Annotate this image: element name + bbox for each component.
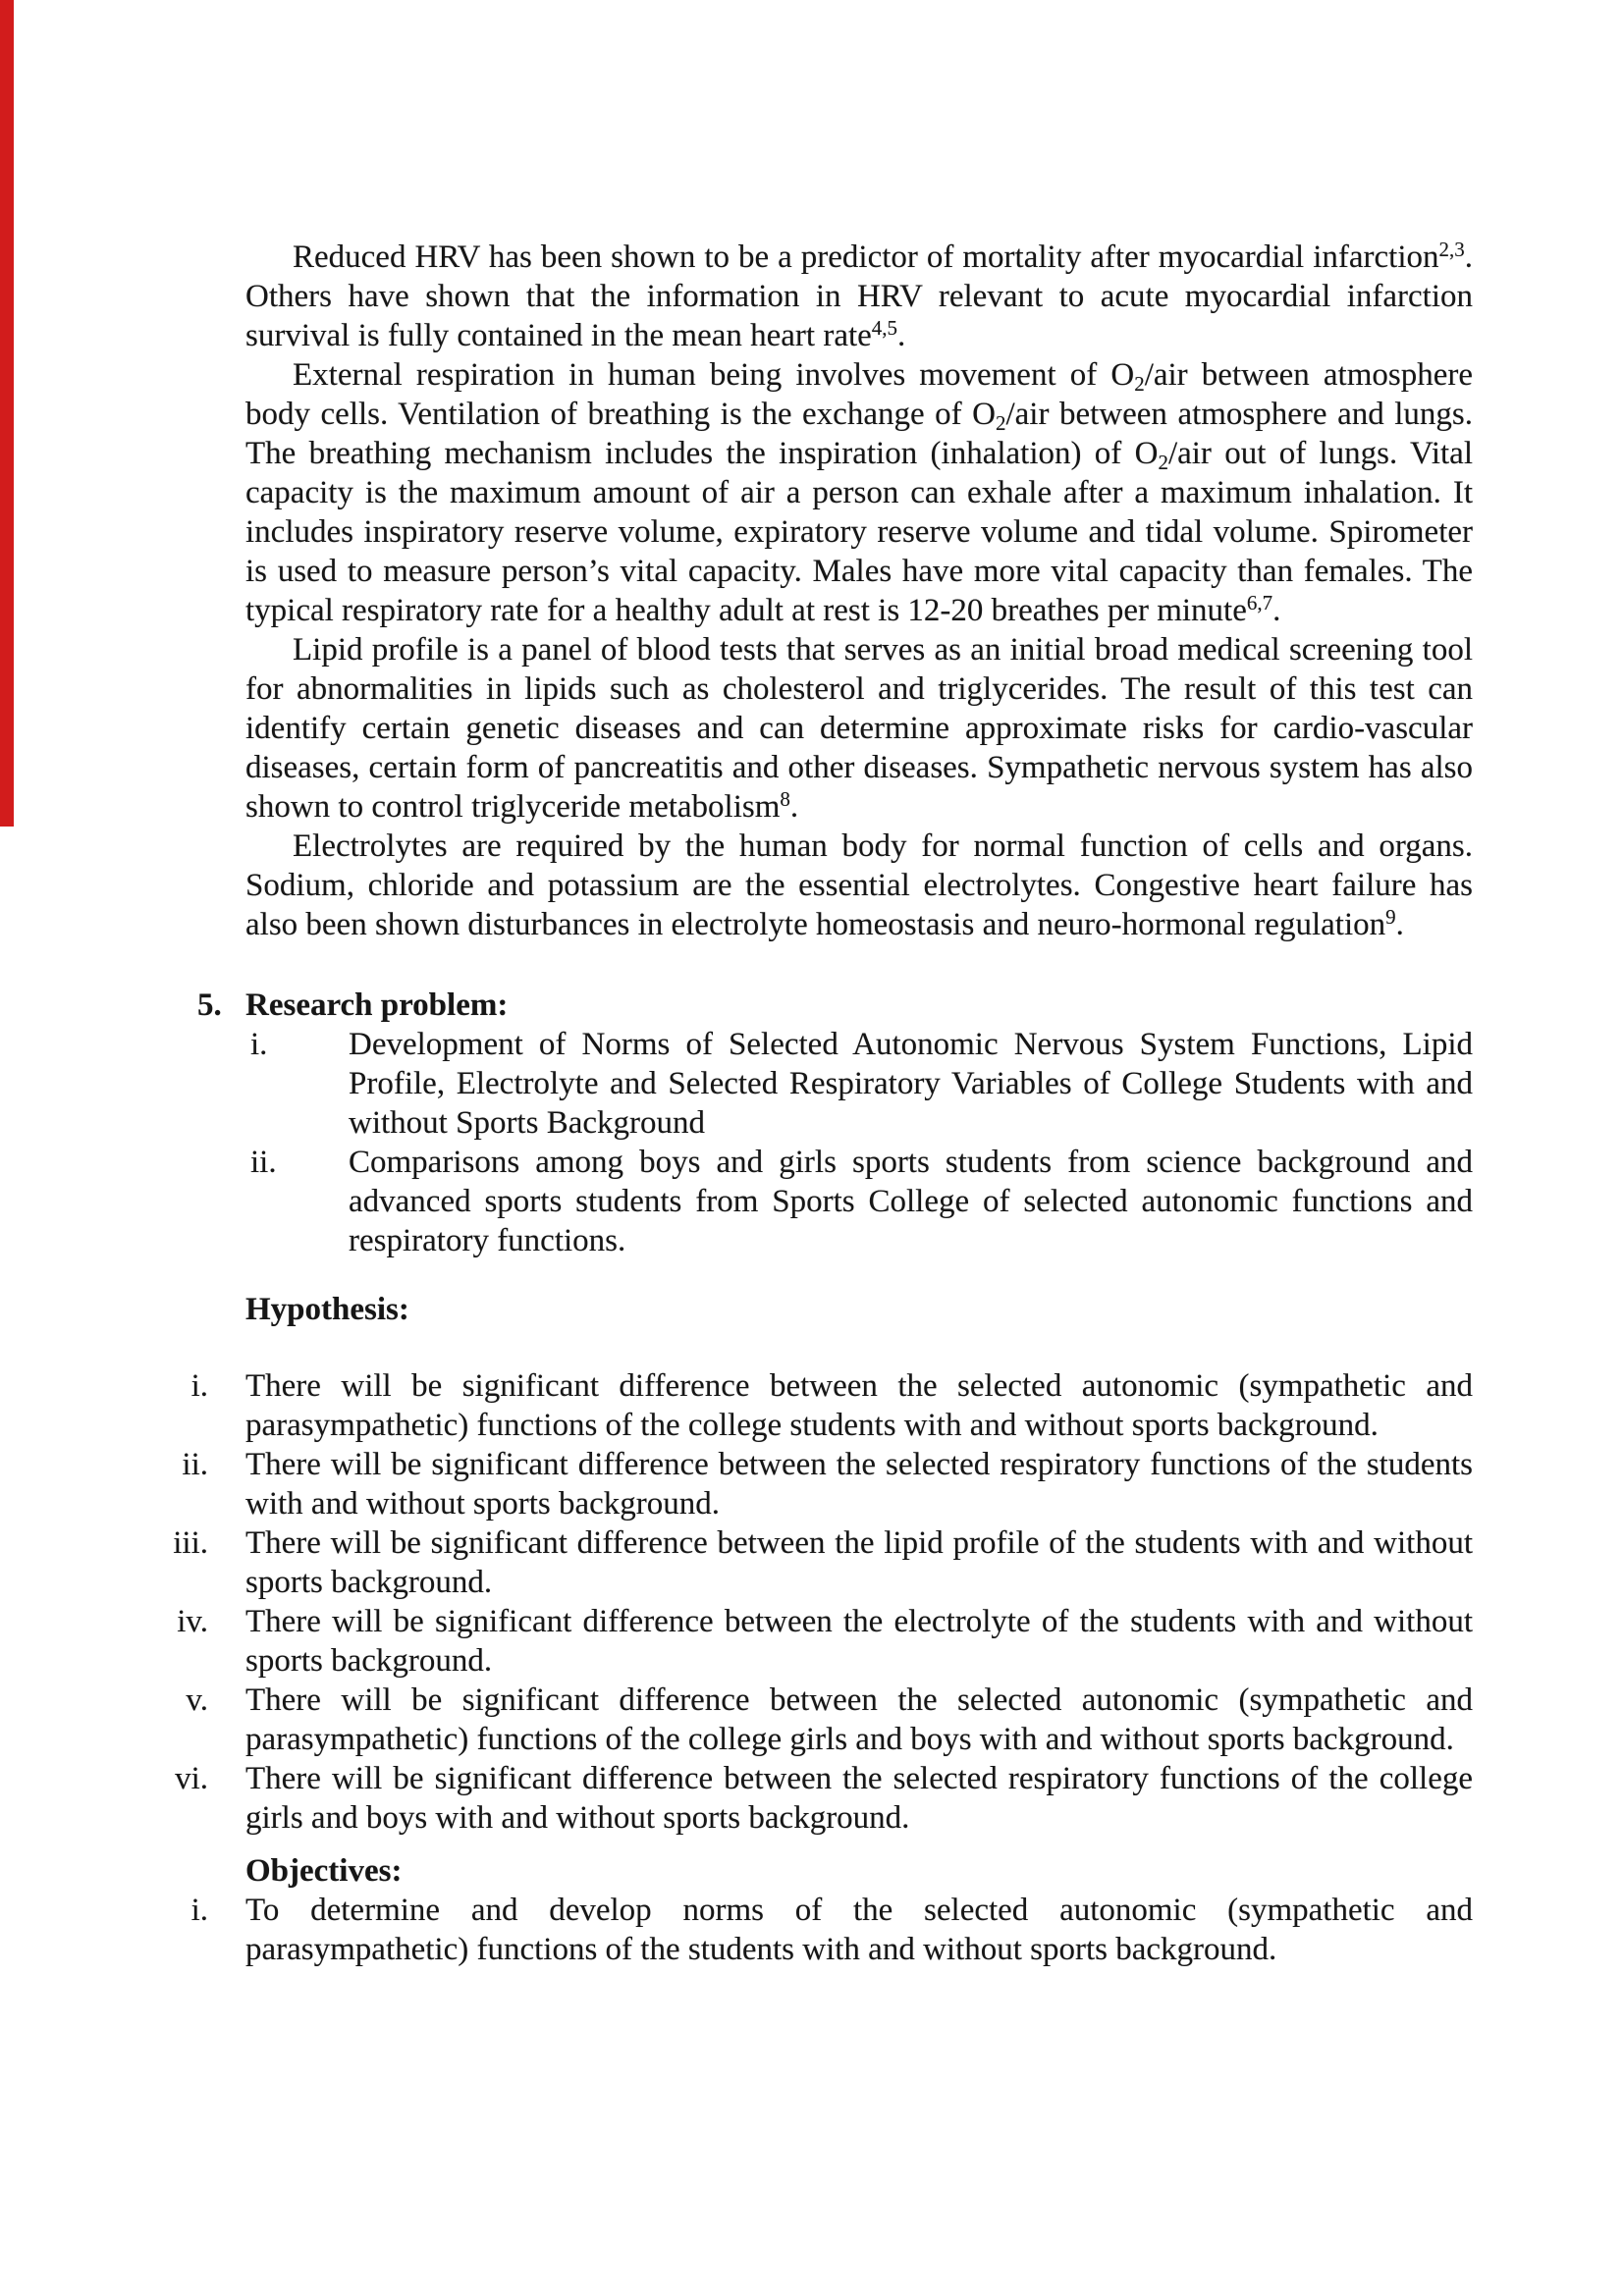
text-run: /air between atmosphere and lungs. The breathing mechanism includes the inspiration (inhalation) of O bbox=[245, 397, 1474, 471]
section-title: Research problem: bbox=[245, 988, 509, 1023]
superscript-reference: 4,5 bbox=[871, 316, 898, 340]
list-item-number: i. bbox=[190, 1893, 208, 1928]
hypothesis-heading: Hypothesis: bbox=[245, 1292, 409, 1327]
text-run: . bbox=[1395, 907, 1404, 942]
superscript-reference: 9 bbox=[1385, 905, 1396, 929]
intro-paragraphs bbox=[245, 238, 1473, 944]
section-research-problem bbox=[197, 986, 1473, 1260]
text-run: External respiration in human being involves movement of O bbox=[293, 357, 1135, 393]
list-item-text: There will be significant difference between the selected autonomic (sympathetic and parasympathetic) functions of the college students with and without sports background. bbox=[245, 1368, 1473, 1443]
text-run: Reduced HRV has been shown to be a predictor of mortality after myocardial infarction bbox=[293, 240, 1439, 275]
objective-item bbox=[190, 1891, 1473, 1969]
objectives-list bbox=[190, 1891, 1473, 1969]
text-run: . bbox=[1272, 593, 1281, 628]
hypothesis-item bbox=[175, 1759, 1473, 1838]
hypothesis-item bbox=[177, 1602, 1473, 1681]
subscript: 2 bbox=[1158, 451, 1168, 474]
text-run: /air out of lungs. Vital capacity is the maximum amount of air a person can exhale after a maximum inhalation. It includes inspiratory reserve volume, expiratory reserve volume and tidal volume. Spirometer is used to measure person’s vital capacity. Males have more vital capacity than females. The typical respiratory rate for a healthy adult at rest is 12-20 breathes per minute bbox=[245, 436, 1473, 628]
text-run: . bbox=[789, 789, 799, 825]
hypothesis-item bbox=[182, 1445, 1473, 1523]
list-item-number: vi. bbox=[175, 1761, 208, 1796]
list-item-text: There will be significant difference between the selected respiratory functions of the students with and without sports background. bbox=[245, 1447, 1473, 1522]
subscript: 2 bbox=[995, 411, 1006, 435]
list-item-number: ii. bbox=[250, 1145, 277, 1180]
hypothesis-item bbox=[173, 1523, 1473, 1602]
research-problem-heading bbox=[197, 986, 1473, 1025]
text-run: /air between atmosphere body cells. Ventilation of breathing is the exchange of O bbox=[245, 357, 1473, 432]
paragraph bbox=[245, 630, 1473, 827]
document-content bbox=[173, 238, 1474, 1969]
subscript: 2 bbox=[1134, 372, 1145, 396]
list-item-number: iv. bbox=[177, 1604, 208, 1639]
text-run: . Others have shown that the information in HRV relevant to acute myocardial infarction survival is fully contained in the mean heart rate bbox=[245, 240, 1473, 353]
list-item-text: Development of Norms of Selected Autonomic Nervous System Functions, Lipid Profile, Electrolyte and Selected Respiratory Variables of College Students with and without Sports Background bbox=[349, 1027, 1473, 1141]
superscript-reference: 2,3 bbox=[1438, 238, 1465, 261]
list-item-text: Comparisons among boys and girls sports students from science background and advanced sports students from Sports College of selected autonomic functions and respiratory functions. bbox=[349, 1145, 1473, 1258]
list-item-text: There will be significant difference between the lipid profile of the students with and without sports background. bbox=[245, 1525, 1473, 1600]
hypothesis-list bbox=[173, 1366, 1473, 1838]
list-item-number: v. bbox=[186, 1682, 208, 1718]
text-run: . bbox=[897, 318, 906, 353]
research-problem-item bbox=[245, 1025, 1473, 1143]
paragraph bbox=[245, 355, 1473, 630]
paragraph bbox=[245, 238, 1473, 355]
list-item-text: There will be significant difference between the selected autonomic (sympathetic and parasympathetic) functions of the college girls and boys with and without sports background. bbox=[245, 1682, 1473, 1757]
superscript-reference: 6,7 bbox=[1246, 591, 1273, 614]
superscript-reference: 8 bbox=[780, 787, 790, 811]
scan-red-bar-artifact bbox=[0, 0, 14, 827]
list-item-text: There will be significant difference between the selected respiratory functions of the college girls and boys with and without sports background. bbox=[245, 1761, 1473, 1836]
list-item-number: ii. bbox=[182, 1447, 208, 1482]
list-item-text: To determine and develop norms of the selected autonomic (sympathetic and parasympathetic) functions of the students with and without sports background. bbox=[245, 1893, 1473, 1967]
hypothesis-item bbox=[190, 1366, 1473, 1445]
list-item-number: i. bbox=[250, 1027, 268, 1062]
text-run: Lipid profile is a panel of blood tests that serves as an initial broad medical screening tool for abnormalities in lipids such as cholesterol and triglycerides. The result of this test can identify certain genetic diseases and can determine approximate risks for cardio-vascular diseases, certain form of pancreatitis and other diseases. Sympathetic nervous system has also shown to control triglyceride metabolism bbox=[245, 632, 1473, 825]
section-number: 5. bbox=[197, 988, 222, 1023]
list-item-number: i. bbox=[190, 1368, 208, 1404]
objectives-heading: Objectives: bbox=[245, 1853, 403, 1889]
list-item-text: There will be significant difference between the electrolyte of the students with and without sports background. bbox=[245, 1604, 1473, 1679]
paragraph bbox=[245, 827, 1473, 944]
text-run: Electrolytes are required by the human body for normal function of cells and organs. Sodium, chloride and potassium are the essential electrolytes. Congestive heart failure has also been shown disturbances in electrolyte homeostasis and neuro-hormonal regulation bbox=[245, 828, 1473, 942]
list-item-number: iii. bbox=[173, 1525, 208, 1561]
hypothesis-item bbox=[186, 1681, 1473, 1759]
research-problem-item bbox=[245, 1143, 1473, 1260]
research-problem-list bbox=[245, 1025, 1473, 1260]
